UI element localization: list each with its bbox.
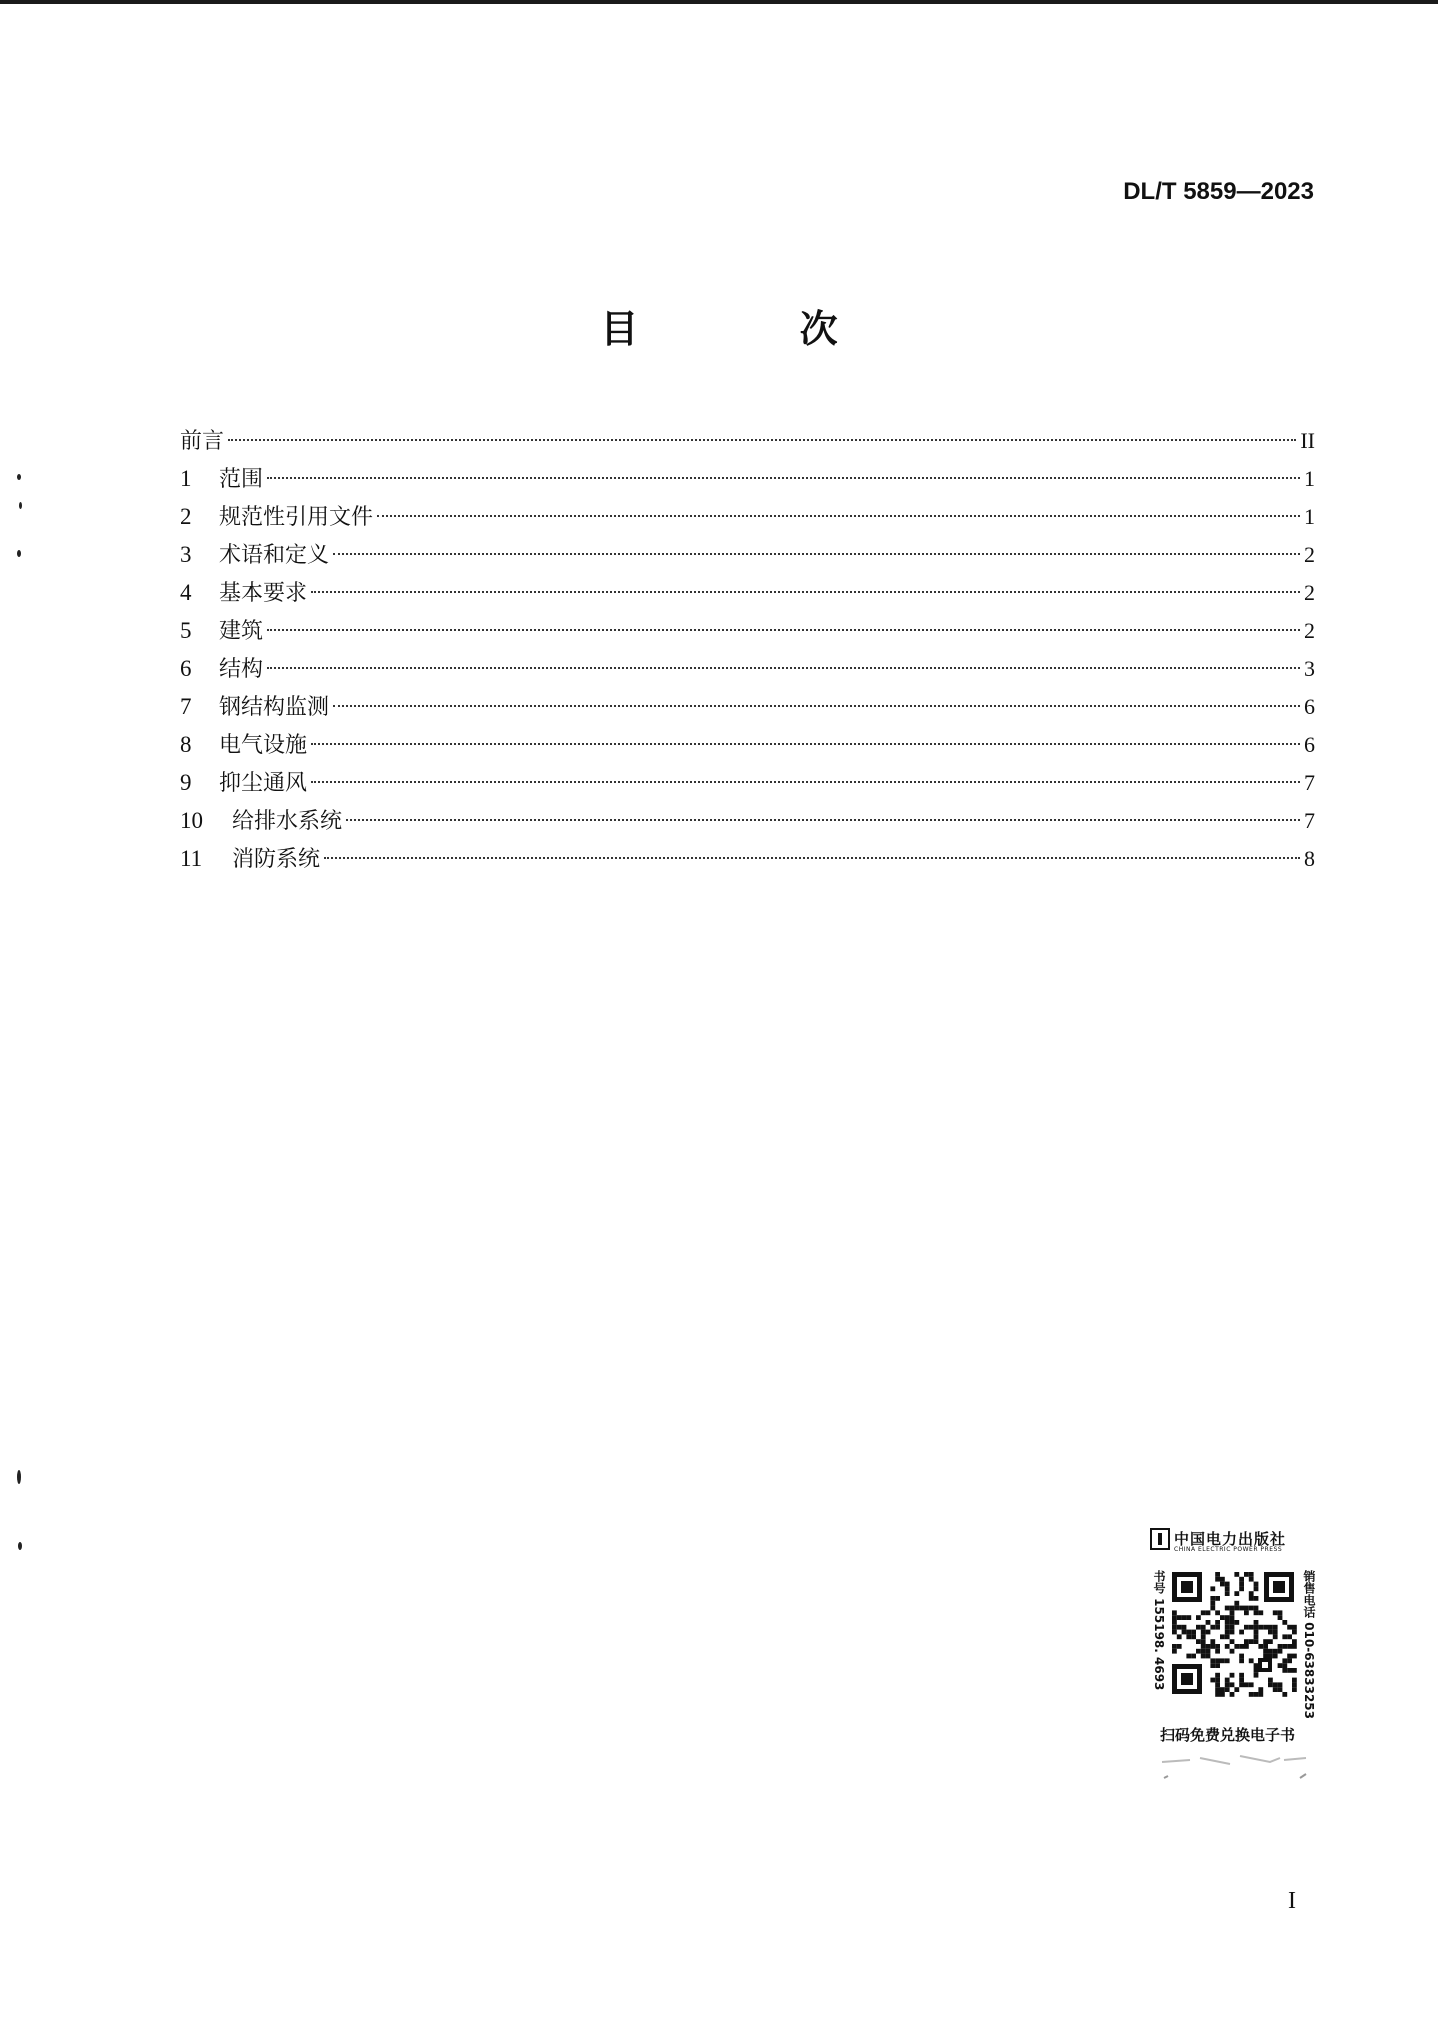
toc-entry-page: 1 — [1304, 504, 1315, 529]
toc-entry[interactable] — [180, 650, 1315, 688]
toc-entry[interactable] — [180, 536, 1315, 574]
toc-entry-number: 9 — [180, 770, 192, 795]
toc-entry-page: 8 — [1304, 846, 1315, 871]
toc-entry-label: 消防系统 — [232, 847, 321, 872]
toc-entry-number: 10 — [180, 808, 203, 833]
toc-entry[interactable] — [180, 840, 1315, 878]
publisher-name-en: CHINA ELECTRIC POWER PRESS — [1174, 1546, 1283, 1553]
dot-leader — [267, 667, 1300, 669]
toc-entry-label: 钢结构监测 — [219, 695, 330, 720]
toc-entry-label: 建筑 — [219, 619, 264, 644]
toc-entry-page: 2 — [1304, 542, 1315, 567]
toc-entry[interactable] — [180, 726, 1315, 764]
sales-hotline: 销售电话 010-63833253 — [1302, 1570, 1316, 1720]
toc-entry-number: 2 — [180, 504, 192, 529]
scan-speck — [17, 1470, 21, 1484]
toc-entry-page: 7 — [1304, 808, 1315, 833]
toc-entry[interactable] — [180, 802, 1315, 840]
toc-entry[interactable] — [180, 688, 1315, 726]
book-number: 书号 155198. 4693 — [1152, 1570, 1166, 1691]
toc-title: 目 次 — [600, 307, 912, 351]
toc-entry-label: 前言 — [180, 429, 225, 454]
toc-entry-label: 规范性引用文件 — [219, 505, 374, 530]
toc-entry-number: 8 — [180, 732, 192, 757]
dot-leader — [311, 781, 1300, 783]
toc-entry-page: 2 — [1304, 618, 1315, 643]
toc-entry[interactable] — [180, 612, 1315, 650]
toc-entry-page: 7 — [1304, 770, 1315, 795]
scan-speck — [18, 1542, 22, 1550]
toc-entry-number: 6 — [180, 656, 192, 681]
toc-entry-number: 4 — [180, 580, 192, 605]
toc-entry-page: II — [1300, 428, 1315, 453]
toc-entry-label: 术语和定义 — [219, 543, 330, 568]
scan-speck — [17, 474, 21, 480]
toc-entry-label: 范围 — [219, 467, 264, 492]
toc-entry-number: 3 — [180, 542, 192, 567]
dot-leader — [311, 743, 1300, 745]
top-border-rule — [0, 0, 1438, 4]
toc-entry-label: 结构 — [219, 657, 264, 682]
scan-instruction: 扫码免费兑换电子书 — [1160, 1726, 1296, 1744]
toc-entry[interactable] — [180, 764, 1315, 802]
toc-entry[interactable] — [180, 574, 1315, 612]
scan-speck — [17, 550, 21, 557]
toc-entry-label: 基本要求 — [219, 581, 308, 606]
dot-leader — [333, 553, 1300, 555]
dot-leader — [346, 819, 1300, 821]
toc-entry[interactable] — [180, 422, 1315, 460]
toc-entry-label: 给排水系统 — [232, 809, 343, 834]
toc-entry-number: 7 — [180, 694, 192, 719]
table-of-contents — [180, 422, 1315, 878]
toc-entry-number: 11 — [180, 846, 203, 871]
publisher-logo-icon — [1150, 1528, 1170, 1550]
toc-entry-number: 1 — [180, 466, 192, 491]
toc-entry-label: 抑尘通风 — [219, 771, 308, 796]
publisher-stamp — [1148, 1528, 1320, 1790]
dot-leader — [228, 439, 1296, 441]
page-number: I — [1288, 1888, 1296, 1914]
standard-code: DL/T 5859—2023 — [1123, 178, 1314, 205]
dot-leader — [324, 857, 1300, 859]
toc-entry[interactable] — [180, 460, 1315, 498]
dot-leader — [377, 515, 1300, 517]
toc-entry-page: 6 — [1304, 694, 1315, 719]
dot-leader — [267, 477, 1300, 479]
publisher-name: 中国电力出版社 — [1174, 1530, 1287, 1548]
scratch-area — [1160, 1750, 1310, 1782]
dot-leader — [311, 591, 1300, 593]
toc-entry-page: 3 — [1304, 656, 1315, 681]
scan-speck — [19, 502, 22, 509]
toc-entry-number: 5 — [180, 618, 192, 643]
toc-entry-label: 电气设施 — [219, 733, 308, 758]
toc-entry-page: 2 — [1304, 580, 1315, 605]
qr-code-icon[interactable] — [1168, 1568, 1298, 1698]
toc-entry-page: 6 — [1304, 732, 1315, 757]
dot-leader — [267, 629, 1300, 631]
dot-leader — [333, 705, 1300, 707]
toc-entry-page: 1 — [1304, 466, 1315, 491]
toc-entry[interactable] — [180, 498, 1315, 536]
